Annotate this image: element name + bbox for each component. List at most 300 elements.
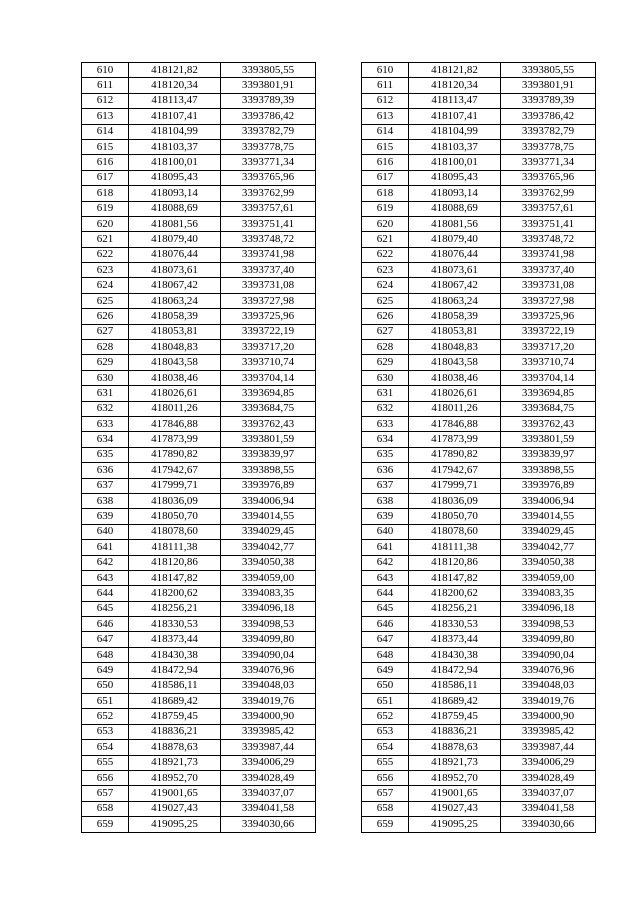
- y-coordinate-cell: 3393731,08: [501, 278, 596, 293]
- table-row: [82, 232, 596, 247]
- column-gap-cell: [316, 570, 362, 585]
- point-number-cell: 619: [82, 201, 129, 216]
- x-coordinate-cell: 418759,45: [409, 709, 501, 724]
- point-number-cell: 631: [82, 386, 129, 401]
- table-row: [82, 540, 596, 555]
- point-number-cell: 632: [362, 401, 409, 416]
- point-number-cell: 626: [82, 309, 129, 324]
- y-coordinate-cell: 3393801,91: [221, 78, 316, 93]
- table-row: [82, 586, 596, 601]
- point-number-cell: 628: [362, 340, 409, 355]
- x-coordinate-cell: 418081,56: [129, 216, 221, 231]
- point-number-cell: 656: [82, 770, 129, 785]
- y-coordinate-cell: 3394006,94: [221, 493, 316, 508]
- y-coordinate-cell: 3394096,18: [221, 601, 316, 616]
- point-number-cell: 620: [82, 216, 129, 231]
- y-coordinate-cell: 3393727,98: [501, 293, 596, 308]
- x-coordinate-cell: 418430,38: [129, 647, 221, 662]
- x-coordinate-cell: 418107,41: [409, 109, 501, 124]
- point-number-cell: 649: [82, 663, 129, 678]
- x-coordinate-cell: 418079,40: [409, 232, 501, 247]
- x-coordinate-cell: 418121,82: [129, 63, 221, 78]
- table-row: [82, 694, 596, 709]
- x-coordinate-cell: 418073,61: [409, 263, 501, 278]
- point-number-cell: 618: [362, 186, 409, 201]
- x-coordinate-cell: 418079,40: [129, 232, 221, 247]
- point-number-cell: 634: [362, 432, 409, 447]
- x-coordinate-cell: 418026,61: [129, 386, 221, 401]
- table-row: [82, 247, 596, 262]
- point-number-cell: 629: [82, 355, 129, 370]
- y-coordinate-cell: 3394028,49: [501, 770, 596, 785]
- point-number-cell: 615: [82, 139, 129, 154]
- y-coordinate-cell: 3394050,38: [501, 555, 596, 570]
- point-number-cell: 648: [82, 647, 129, 662]
- column-gap-cell: [316, 755, 362, 770]
- table-row: [82, 601, 596, 616]
- x-coordinate-cell: 418147,82: [409, 570, 501, 585]
- table-row: [82, 786, 596, 801]
- column-gap-cell: [316, 386, 362, 401]
- x-coordinate-cell: 418200,62: [129, 586, 221, 601]
- y-coordinate-cell: 3393731,08: [221, 278, 316, 293]
- column-gap-cell: [316, 709, 362, 724]
- column-gap-cell: [316, 416, 362, 431]
- column-gap-cell: [316, 801, 362, 816]
- column-gap-cell: [316, 201, 362, 216]
- x-coordinate-cell: 418078,60: [409, 524, 501, 539]
- column-gap-cell: [316, 724, 362, 739]
- point-number-cell: 622: [362, 247, 409, 262]
- x-coordinate-cell: 418111,38: [129, 540, 221, 555]
- x-coordinate-cell: 418836,21: [129, 724, 221, 739]
- table-row: [82, 647, 596, 662]
- point-number-cell: 641: [362, 540, 409, 555]
- point-number-cell: 644: [362, 586, 409, 601]
- x-coordinate-cell: 418038,46: [129, 370, 221, 385]
- x-coordinate-cell: 418430,38: [409, 647, 501, 662]
- point-number-cell: 642: [362, 555, 409, 570]
- x-coordinate-cell: 417846,88: [409, 416, 501, 431]
- y-coordinate-cell: 3393801,91: [501, 78, 596, 93]
- column-gap-cell: [316, 509, 362, 524]
- column-gap-cell: [316, 139, 362, 154]
- table-row: [82, 755, 596, 770]
- y-coordinate-cell: 3394014,55: [501, 509, 596, 524]
- y-coordinate-cell: 3393805,55: [221, 63, 316, 78]
- column-gap-cell: [316, 355, 362, 370]
- y-coordinate-cell: 3394076,96: [501, 663, 596, 678]
- y-coordinate-cell: 3393778,75: [221, 139, 316, 154]
- x-coordinate-cell: 418093,14: [129, 186, 221, 201]
- point-number-cell: 617: [82, 170, 129, 185]
- x-coordinate-cell: 418043,58: [409, 355, 501, 370]
- point-number-cell: 654: [362, 740, 409, 755]
- x-coordinate-cell: 418011,26: [409, 401, 501, 416]
- x-coordinate-cell: 418100,01: [129, 155, 221, 170]
- column-gap-cell: [316, 817, 362, 832]
- y-coordinate-cell: 3394030,66: [501, 817, 596, 832]
- point-number-cell: 646: [82, 617, 129, 632]
- point-number-cell: 653: [362, 724, 409, 739]
- point-number-cell: 640: [82, 524, 129, 539]
- point-number-cell: 624: [362, 278, 409, 293]
- point-number-cell: 622: [82, 247, 129, 262]
- x-coordinate-cell: 418200,62: [409, 586, 501, 601]
- column-gap-cell: [316, 293, 362, 308]
- y-coordinate-cell: 3394006,29: [501, 755, 596, 770]
- point-number-cell: 636: [362, 463, 409, 478]
- point-number-cell: 623: [362, 263, 409, 278]
- table-row: [82, 370, 596, 385]
- column-gap-cell: [316, 155, 362, 170]
- point-number-cell: 629: [362, 355, 409, 370]
- y-coordinate-cell: 3394030,66: [221, 817, 316, 832]
- x-coordinate-cell: 418050,70: [409, 509, 501, 524]
- point-number-cell: 619: [362, 201, 409, 216]
- y-coordinate-cell: 3393771,34: [221, 155, 316, 170]
- x-coordinate-cell: 419027,43: [129, 801, 221, 816]
- column-gap-cell: [316, 493, 362, 508]
- y-coordinate-cell: 3393737,40: [501, 263, 596, 278]
- x-coordinate-cell: 418067,42: [409, 278, 501, 293]
- x-coordinate-cell: 418043,58: [129, 355, 221, 370]
- column-gap-cell: [316, 324, 362, 339]
- y-coordinate-cell: 3393976,89: [501, 478, 596, 493]
- x-coordinate-cell: 419001,65: [409, 786, 501, 801]
- x-coordinate-cell: 418048,83: [129, 340, 221, 355]
- point-number-cell: 610: [82, 63, 129, 78]
- table-row: [82, 555, 596, 570]
- y-coordinate-cell: 3393757,61: [221, 201, 316, 216]
- x-coordinate-cell: 418058,39: [129, 309, 221, 324]
- y-coordinate-cell: 3394083,35: [221, 586, 316, 601]
- x-coordinate-cell: 418121,82: [409, 63, 501, 78]
- y-coordinate-cell: 3394048,03: [221, 678, 316, 693]
- table-row: [82, 416, 596, 431]
- point-number-cell: 637: [82, 478, 129, 493]
- y-coordinate-cell: 3394042,77: [501, 540, 596, 555]
- x-coordinate-cell: 418063,24: [409, 293, 501, 308]
- x-coordinate-cell: 418038,46: [409, 370, 501, 385]
- y-coordinate-cell: 3393801,59: [221, 432, 316, 447]
- y-coordinate-cell: 3394037,07: [221, 786, 316, 801]
- column-gap-cell: [316, 524, 362, 539]
- column-gap-cell: [316, 340, 362, 355]
- y-coordinate-cell: 3394000,90: [501, 709, 596, 724]
- table-row: [82, 432, 596, 447]
- y-coordinate-cell: 3393741,98: [221, 247, 316, 262]
- x-coordinate-cell: 418050,70: [129, 509, 221, 524]
- point-number-cell: 657: [362, 786, 409, 801]
- x-coordinate-cell: 418103,37: [409, 139, 501, 154]
- table-row: [82, 324, 596, 339]
- table-row: [82, 817, 596, 832]
- y-coordinate-cell: 3393801,59: [501, 432, 596, 447]
- table-row: [82, 709, 596, 724]
- column-gap-cell: [316, 109, 362, 124]
- x-coordinate-cell: 418689,42: [129, 694, 221, 709]
- table-row: [82, 801, 596, 816]
- table-row: [82, 170, 596, 185]
- x-coordinate-cell: 418113,47: [129, 93, 221, 108]
- column-gap-cell: [316, 232, 362, 247]
- point-number-cell: 642: [82, 555, 129, 570]
- y-coordinate-cell: 3393741,98: [501, 247, 596, 262]
- column-gap-cell: [316, 401, 362, 416]
- x-coordinate-cell: 418088,69: [129, 201, 221, 216]
- point-number-cell: 638: [362, 493, 409, 508]
- y-coordinate-cell: 3394029,45: [221, 524, 316, 539]
- point-number-cell: 611: [82, 78, 129, 93]
- point-number-cell: 650: [82, 678, 129, 693]
- x-coordinate-cell: 418113,47: [409, 93, 501, 108]
- table-row: [82, 386, 596, 401]
- point-number-cell: 627: [82, 324, 129, 339]
- x-coordinate-cell: 418036,09: [129, 493, 221, 508]
- x-coordinate-cell: 418689,42: [409, 694, 501, 709]
- column-gap-cell: [316, 678, 362, 693]
- x-coordinate-cell: 418921,73: [129, 755, 221, 770]
- point-number-cell: 656: [362, 770, 409, 785]
- x-coordinate-cell: 418058,39: [409, 309, 501, 324]
- y-coordinate-cell: 3393762,43: [221, 416, 316, 431]
- column-gap-cell: [316, 170, 362, 185]
- point-number-cell: 655: [82, 755, 129, 770]
- y-coordinate-cell: 3393771,34: [501, 155, 596, 170]
- x-coordinate-cell: 418472,94: [409, 663, 501, 678]
- point-number-cell: 655: [362, 755, 409, 770]
- y-coordinate-cell: 3393898,55: [501, 463, 596, 478]
- x-coordinate-cell: 417873,99: [409, 432, 501, 447]
- x-coordinate-cell: 418073,61: [129, 263, 221, 278]
- table-row: [82, 509, 596, 524]
- y-coordinate-cell: 3394019,76: [221, 694, 316, 709]
- point-number-cell: 659: [82, 817, 129, 832]
- y-coordinate-cell: 3393748,72: [501, 232, 596, 247]
- y-coordinate-cell: 3393782,79: [221, 124, 316, 139]
- x-coordinate-cell: 418256,21: [129, 601, 221, 616]
- point-number-cell: 658: [82, 801, 129, 816]
- x-coordinate-cell: 418067,42: [129, 278, 221, 293]
- y-coordinate-cell: 3393757,61: [501, 201, 596, 216]
- y-coordinate-cell: 3393710,74: [501, 355, 596, 370]
- table-row: [82, 278, 596, 293]
- table-row: [82, 740, 596, 755]
- point-number-cell: 651: [82, 694, 129, 709]
- x-coordinate-cell: 417942,67: [129, 463, 221, 478]
- y-coordinate-cell: 3394014,55: [221, 509, 316, 524]
- table-row: [82, 617, 596, 632]
- table-row: [82, 524, 596, 539]
- point-number-cell: 625: [82, 293, 129, 308]
- x-coordinate-cell: 418256,21: [409, 601, 501, 616]
- x-coordinate-cell: 418036,09: [409, 493, 501, 508]
- table-row: [82, 724, 596, 739]
- table-row: [82, 447, 596, 462]
- x-coordinate-cell: 418011,26: [129, 401, 221, 416]
- x-coordinate-cell: 418095,43: [129, 170, 221, 185]
- point-number-cell: 635: [362, 447, 409, 462]
- y-coordinate-cell: 3394048,03: [501, 678, 596, 693]
- table-row: [82, 678, 596, 693]
- table-row: [82, 401, 596, 416]
- point-number-cell: 657: [82, 786, 129, 801]
- point-number-cell: 612: [362, 93, 409, 108]
- x-coordinate-cell: 417942,67: [409, 463, 501, 478]
- column-gap-cell: [316, 786, 362, 801]
- y-coordinate-cell: 3393786,42: [221, 109, 316, 124]
- point-number-cell: 618: [82, 186, 129, 201]
- point-number-cell: 631: [362, 386, 409, 401]
- y-coordinate-cell: 3394096,18: [501, 601, 596, 616]
- point-number-cell: 614: [82, 124, 129, 139]
- column-gap-cell: [316, 463, 362, 478]
- y-coordinate-cell: 3394059,00: [501, 570, 596, 585]
- y-coordinate-cell: 3393725,96: [221, 309, 316, 324]
- x-coordinate-cell: 418026,61: [409, 386, 501, 401]
- point-number-cell: 633: [362, 416, 409, 431]
- y-coordinate-cell: 3393765,96: [221, 170, 316, 185]
- table-row: [82, 124, 596, 139]
- x-coordinate-cell: 418095,43: [409, 170, 501, 185]
- point-number-cell: 659: [362, 817, 409, 832]
- y-coordinate-cell: 3393786,42: [501, 109, 596, 124]
- point-number-cell: 621: [82, 232, 129, 247]
- table-row: [82, 293, 596, 308]
- y-coordinate-cell: 3393751,41: [221, 216, 316, 231]
- point-number-cell: 640: [362, 524, 409, 539]
- table-row: [82, 201, 596, 216]
- point-number-cell: 641: [82, 540, 129, 555]
- y-coordinate-cell: 3394090,04: [501, 647, 596, 662]
- column-gap-cell: [316, 540, 362, 555]
- point-number-cell: 611: [362, 78, 409, 93]
- x-coordinate-cell: 418147,82: [129, 570, 221, 585]
- table-row: [82, 109, 596, 124]
- point-number-cell: 630: [362, 370, 409, 385]
- point-number-cell: 623: [82, 263, 129, 278]
- y-coordinate-cell: 3394059,00: [221, 570, 316, 585]
- table-row: [82, 340, 596, 355]
- y-coordinate-cell: 3393737,40: [221, 263, 316, 278]
- x-coordinate-cell: 417999,71: [129, 478, 221, 493]
- point-number-cell: 639: [362, 509, 409, 524]
- x-coordinate-cell: 418120,34: [129, 78, 221, 93]
- point-number-cell: 651: [362, 694, 409, 709]
- y-coordinate-cell: 3393725,96: [501, 309, 596, 324]
- point-number-cell: 648: [362, 647, 409, 662]
- y-coordinate-cell: 3393765,96: [501, 170, 596, 185]
- column-gap-cell: [316, 601, 362, 616]
- table-row: [82, 309, 596, 324]
- x-coordinate-cell: 418120,86: [129, 555, 221, 570]
- point-number-cell: 620: [362, 216, 409, 231]
- table-row: [82, 632, 596, 647]
- table-row: [82, 463, 596, 478]
- y-coordinate-cell: 3393684,75: [221, 401, 316, 416]
- y-coordinate-cell: 3394098,53: [501, 617, 596, 632]
- column-gap-cell: [316, 63, 362, 78]
- y-coordinate-cell: 3393694,85: [501, 386, 596, 401]
- column-gap-cell: [316, 694, 362, 709]
- y-coordinate-cell: 3394050,38: [221, 555, 316, 570]
- x-coordinate-cell: 418088,69: [409, 201, 501, 216]
- point-number-cell: 630: [82, 370, 129, 385]
- point-number-cell: 612: [82, 93, 129, 108]
- column-gap-cell: [316, 124, 362, 139]
- table-row: [82, 355, 596, 370]
- table-row: [82, 93, 596, 108]
- x-coordinate-cell: 418100,01: [409, 155, 501, 170]
- y-coordinate-cell: 3393722,19: [501, 324, 596, 339]
- point-number-cell: 635: [82, 447, 129, 462]
- point-number-cell: 650: [362, 678, 409, 693]
- x-coordinate-cell: 418330,53: [129, 617, 221, 632]
- y-coordinate-cell: 3393985,42: [221, 724, 316, 739]
- y-coordinate-cell: 3394000,90: [221, 709, 316, 724]
- column-gap-cell: [316, 186, 362, 201]
- x-coordinate-cell: 417890,82: [409, 447, 501, 462]
- y-coordinate-cell: 3394099,80: [501, 632, 596, 647]
- coordinates-table-body: [82, 63, 596, 833]
- y-coordinate-cell: 3393898,55: [221, 463, 316, 478]
- y-coordinate-cell: 3393839,97: [221, 447, 316, 462]
- point-number-cell: 613: [82, 109, 129, 124]
- y-coordinate-cell: 3393762,43: [501, 416, 596, 431]
- point-number-cell: 646: [362, 617, 409, 632]
- point-number-cell: 636: [82, 463, 129, 478]
- point-number-cell: 634: [82, 432, 129, 447]
- point-number-cell: 633: [82, 416, 129, 431]
- x-coordinate-cell: 418373,44: [409, 632, 501, 647]
- point-number-cell: 624: [82, 278, 129, 293]
- point-number-cell: 652: [82, 709, 129, 724]
- column-gap-cell: [316, 770, 362, 785]
- x-coordinate-cell: 418078,60: [129, 524, 221, 539]
- x-coordinate-cell: 418093,14: [409, 186, 501, 201]
- y-coordinate-cell: 3393710,74: [221, 355, 316, 370]
- column-gap-cell: [316, 432, 362, 447]
- y-coordinate-cell: 3393789,39: [221, 93, 316, 108]
- table-row: [82, 478, 596, 493]
- x-coordinate-cell: 418120,86: [409, 555, 501, 570]
- y-coordinate-cell: 3393782,79: [501, 124, 596, 139]
- point-number-cell: 638: [82, 493, 129, 508]
- y-coordinate-cell: 3393684,75: [501, 401, 596, 416]
- point-number-cell: 649: [362, 663, 409, 678]
- point-number-cell: 637: [362, 478, 409, 493]
- point-number-cell: 626: [362, 309, 409, 324]
- column-gap-cell: [316, 663, 362, 678]
- x-coordinate-cell: 418586,11: [409, 678, 501, 693]
- table-row: [82, 663, 596, 678]
- x-coordinate-cell: 418081,56: [409, 216, 501, 231]
- point-number-cell: 614: [362, 124, 409, 139]
- x-coordinate-cell: 418952,70: [129, 770, 221, 785]
- point-number-cell: 639: [82, 509, 129, 524]
- y-coordinate-cell: 3393987,44: [501, 740, 596, 755]
- point-number-cell: 652: [362, 709, 409, 724]
- table-row: [82, 78, 596, 93]
- y-coordinate-cell: 3393727,98: [221, 293, 316, 308]
- x-coordinate-cell: 418104,99: [409, 124, 501, 139]
- x-coordinate-cell: 418120,34: [409, 78, 501, 93]
- y-coordinate-cell: 3393762,99: [221, 186, 316, 201]
- x-coordinate-cell: 417890,82: [129, 447, 221, 462]
- y-coordinate-cell: 3393751,41: [501, 216, 596, 231]
- point-number-cell: 616: [362, 155, 409, 170]
